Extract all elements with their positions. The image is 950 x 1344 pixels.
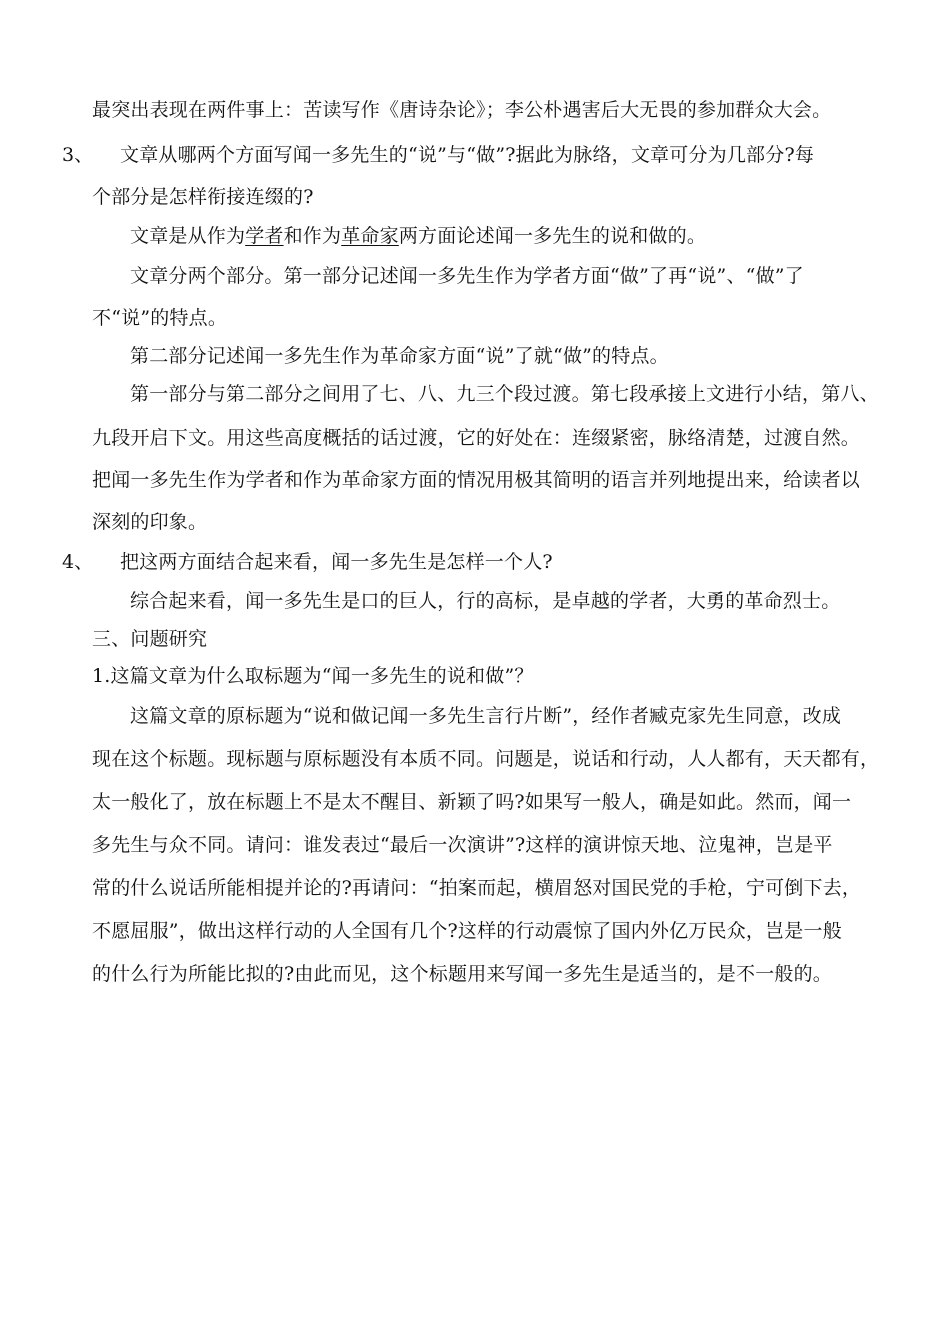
answer-line: 多先生与众不同。请问：谁发表过“最后一次演讲”?这样的演讲惊天地、泣鬼神，岂是平 <box>92 834 833 856</box>
question-line: 文章从哪两个方面写闻一多先生的“说”与“做”?据此为脉络，文章可分为几部分?每 <box>120 144 815 166</box>
answer-line: 文章分两个部分。第一部分记述闻一多先生作为学者方面“做”了再“说”、“做”了 <box>130 265 804 287</box>
answer-line: 的什么行为所能比拟的?由此而见，这个标题用来写闻一多先生是适当的，是不一般的。 <box>92 963 832 985</box>
question-number: 3、 <box>62 144 94 166</box>
answer-line: 综合起来看，闻一多先生是口的巨人，行的高标，是卓越的学者，大勇的革命烈士。 <box>130 590 841 612</box>
question-number: 4、 <box>62 551 94 573</box>
underlined-term: 学者 <box>245 225 284 247</box>
answer-text: 文章是从作为 <box>130 225 246 247</box>
answer-line: 把闻一多先生作为学者和作为革命家方面的情况用极其简明的语言并列地提出来，给读者以 <box>92 469 861 491</box>
answer-text: 两方面论述闻一多先生的说和做的。 <box>398 225 707 247</box>
answer-line: 不“说”的特点。 <box>92 307 228 329</box>
answer-line: 常的什么说话所能相提并论的?再请问：“拍案而起，横眉怒对国民党的手枪，宁可倒下去， <box>92 877 862 899</box>
answer-line: 深刻的印象。 <box>92 511 208 533</box>
answer-line <box>130 224 706 248</box>
underlined-term: 革命家 <box>341 225 399 247</box>
answer-line: 太一般化了，放在标题上不是太不醒目、新颖了吗?如果写一般人，确是如此。然而，闻一 <box>92 791 852 813</box>
answer-line: 现在这个标题。现标题与原标题没有本质不同。问题是，说话和行动，人人都有，天天都有， <box>92 748 880 770</box>
answer-line: 第二部分记述闻一多先生作为革命家方面“说”了就“做”的特点。 <box>130 345 669 367</box>
answer-text: 和作为 <box>283 225 342 247</box>
answer-line: 九段开启下文。用这些高度概括的话过渡，它的好处在：连缀紧密，脉络清楚，过渡自然。 <box>92 427 861 449</box>
question-line: 个部分是怎样衔接连缀的? <box>92 186 314 208</box>
answer-line: 不愿屈服”，做出这样行动的人全国有几个?这样的行动震惊了国内外亿万民众，岂是一般 <box>92 920 842 942</box>
paragraph-line: 最突出表现在两件事上：苦读写作《唐诗杂论》；李公朴遇害后大无畏的参加群众大会。 <box>92 99 832 121</box>
question-line: 1.这篇文章为什么取标题为“闻一多先生的说和做”？ <box>92 665 534 687</box>
answer-line: 这篇文章的原标题为“说和做记闻一多先生言行片断”，经作者臧克家先生同意，改成 <box>130 705 842 727</box>
answer-line: 第一部分与第二部分之间用了七、八、九三个段过渡。第七段承接上文进行小结，第八、 <box>130 383 879 405</box>
section-heading: 三、问题研究 <box>92 628 208 650</box>
question-line: 把这两方面结合起来看，闻一多先生是怎样一个人? <box>120 551 553 573</box>
